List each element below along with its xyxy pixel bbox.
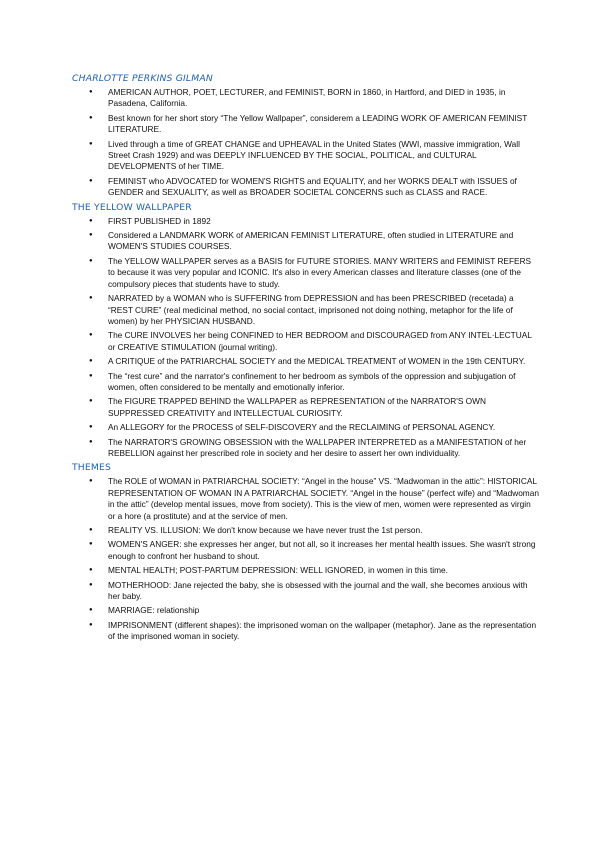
list-item: ● AMERICAN AUTHOR, POET, LECTURER, and FEMINIST, BORN in 1860, in Hartford, and DIED in 1935, in Pasadena, California. [72,87,540,110]
list-item: ● The FIGURE TRAPPED BEHIND the WALLPAPER as REPRESENTATION of the NARRATOR'S OWN SUPPRESSED CREATIVITY and INTELLECTUAL CURIOSITY. [72,396,540,419]
list-item: ● NARRATED by a WOMAN who is SUFFERING from DEPRESSION and has been PRESCRIBED (recetada) a “REST CURE” (real medicinal method, no social contact, imprisoned not doing nothing, metaphor for the life of women) by her PHYSICIAN HUSBAND. [72,293,540,327]
list-item: ● Best known for her short story “The Yellow Wallpaper”, considerem a LEADING WORK OF AMERICAN FEMINIST LITERATURE. [72,113,540,136]
list-item: ● Considered a LANDMARK WORK of AMERICAN FEMINIST LITERATURE, often studied in LITERATURE and WOMEN'S STUDIES COURSES. [72,230,540,253]
list-item: ● The CURE INVOLVES her being CONFINED to HER BEDROOM and DISCOURAGED from ANY INTEL·LECTUAL or CREATIVE STIMULATION (journal writing). [72,330,540,353]
yellow-wallpaper-bullet-list [72,216,540,460]
list-item: ● WOMEN'S ANGER: she expresses her anger, but not all, so it increases her mental health issues. She wasn't strong enough to confront her husband to shout. [72,539,540,562]
gilman-bullet-list [72,87,540,199]
list-item: ● The ROLE of WOMAN in PATRIARCHAL SOCIETY: “Angel in the house” VS. “Madwoman in the attic”: HISTORICAL REPRESENTATION OF WOMAN IN A PATRIARCHAL SOCIETY. “Angel in the house” (perfect wife) and “Madwoman in the attic” (develop mental issues, move from society). This is the view of men, women were represented as virgin or a hore (a prostitute) and at the service of men. [72,476,540,522]
section-heading-gilman: CHARLOTTE PERKINS GILMAN [72,73,213,84]
themes-bullet-list [72,476,540,642]
list-item: ● FIRST PUBLISHED in 1892 [72,216,540,227]
list-item: ● MARRIAGE: relationship [72,605,540,616]
list-item: ● REALITY VS. ILLUSION: We don't know because we have never trust the 1st person. [72,525,540,536]
section-heading-themes: THEMES [72,462,112,474]
list-item: ● A CRITIQUE of the PATRIARCHAL SOCIETY and the MEDICAL TREATMENT of WOMEN in the 19th CENTURY. [72,356,540,367]
list-item: ● IMPRISONMENT (different shapes): the imprisoned woman on the wallpaper (metaphor). Jane as the representation of the imprisoned woman in society. [72,620,540,643]
list-item: ● The NARRATOR'S GROWING OBSESSION with the WALLPAPER INTERPRETED as a MANIFESTATION of her REBELLION against her prescribed role in society and her desire to assert her own individuality. [72,437,540,460]
section-heading-yellow-wallpaper: THE YELLOW WALLPAPER [72,201,192,213]
list-item: ● FEMINIST who ADVOCATED for WOMEN'S RIGHTS and EQUALITY, and her WORKS DEALT with ISSUES of GENDER and SEXUALITY, as well as BROADER SOCIETAL CONCERNS such as CLASS and RACE. [72,176,540,199]
list-item: ● MENTAL HEALTH; POST-PARTUM DEPRESSION: WELL IGNORED, in women in this time. [72,565,540,576]
list-item: ● An ALLEGORY for the PROCESS of SELF-DISCOVERY and the RECLAIMING of PERSONAL AGENCY. [72,422,540,433]
list-item: ● The YELLOW WALLPAPER serves as a BASIS for FUTURE STORIES. MANY WRITERS and FEMINIST REFERS to because it was very popular and ICONIC. It's also in every American classes and literature classes (one of the compulsory pieces that students have to study. [72,256,540,290]
list-item: ● The “rest cure” and the narrator's confinement to her bedroom as symbols of the oppression and subjugation of women, often considered to be mentally and emotionally inferior. [72,371,540,394]
list-item: ● Lived through a time of GREAT CHANGE and UPHEAVAL in the United States (WWI, massive immigration, Wall Street Crash 1929) and was DEEPLY INFLUENCED BY THE SOCIAL, POLITICAL, and CULTURAL DEVELOPMENTS of her TIME. [72,139,540,173]
list-item: ● MOTHERHOOD: Jane rejected the baby, she is obsessed with the journal and the wall, she becomes anxious with her baby. [72,580,540,603]
